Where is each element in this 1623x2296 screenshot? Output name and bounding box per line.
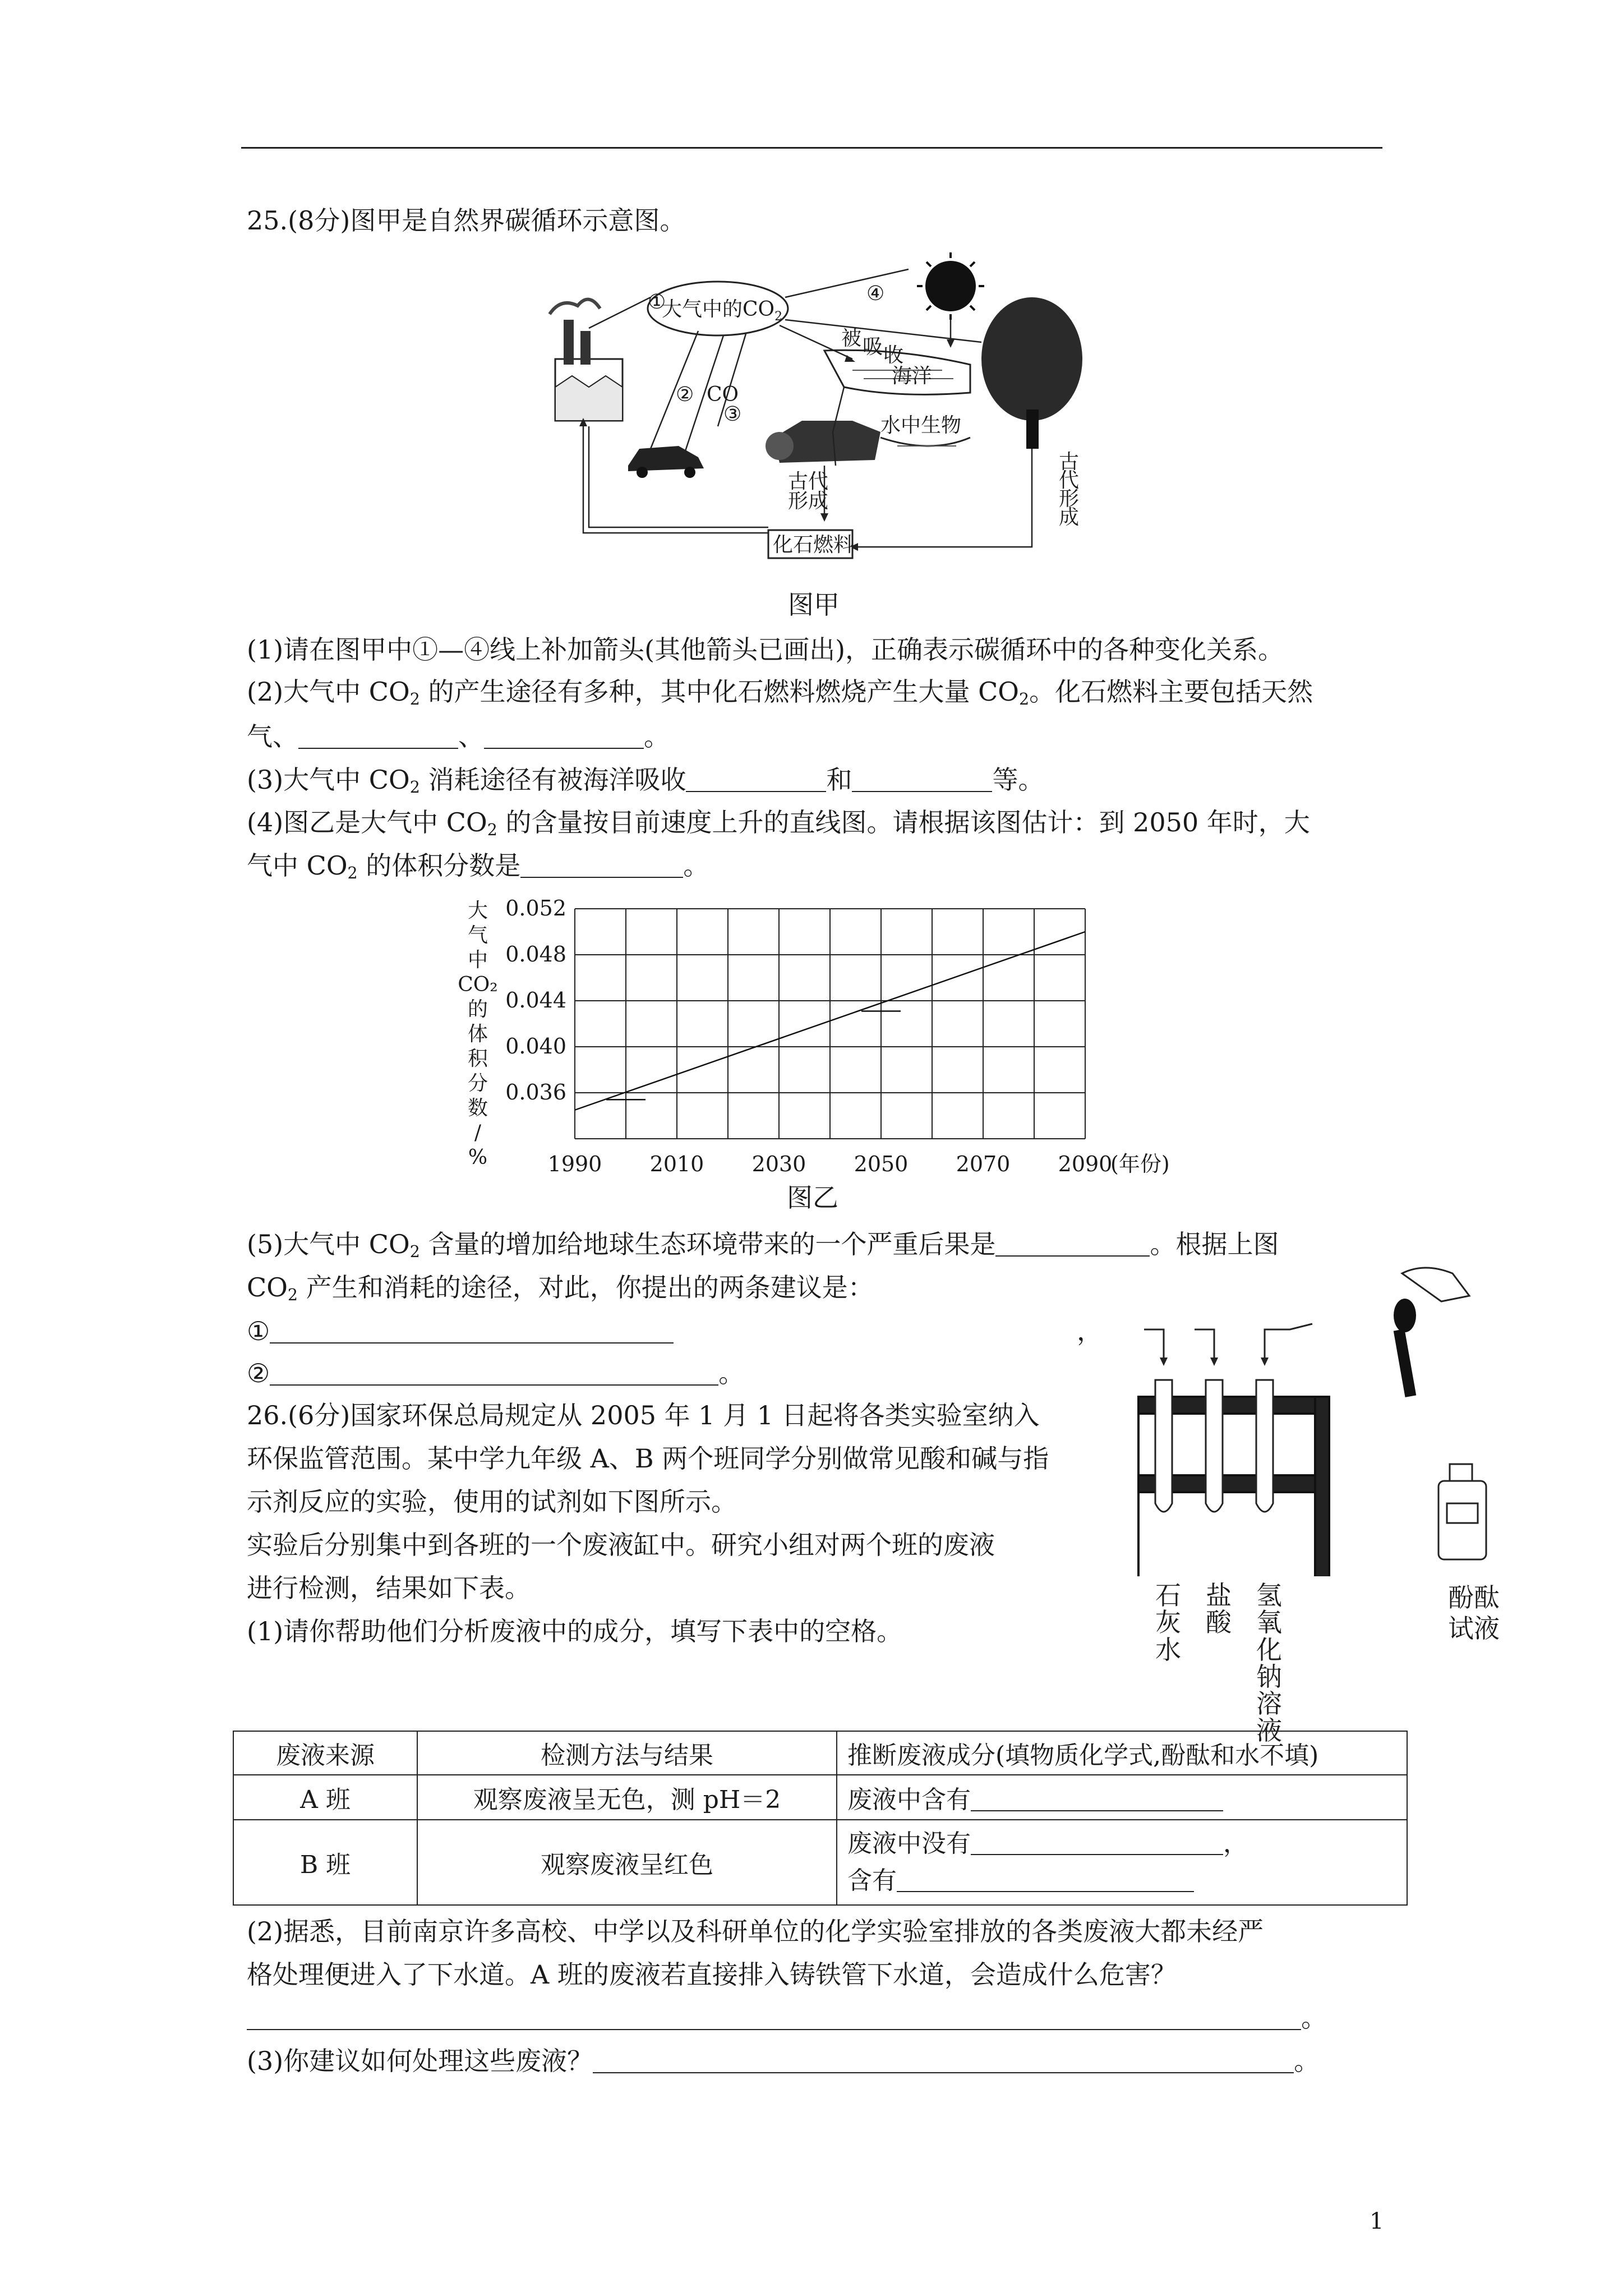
- table-header-row: [233, 1731, 1407, 1775]
- row-b-result: 废液中没有 ， 含有: [837, 1820, 1407, 1905]
- absorb-1: 被: [841, 327, 862, 350]
- q26-q2-answer: 。: [247, 2005, 1327, 2031]
- answer-blank-a[interactable]: [971, 1789, 1223, 1811]
- row-b-source: B 班: [233, 1820, 417, 1905]
- y-tick-label: 0.036: [505, 1080, 566, 1105]
- y-tick-label: 0.052: [505, 896, 566, 921]
- row-a-method: 观察废液呈无色，测 pH＝2: [417, 1775, 837, 1820]
- carbon-cycle-diagram: [538, 252, 1110, 611]
- svg-text:大气中的CO2: 大气中的$CO_2$: [662, 298, 783, 324]
- y-label-char: 中: [467, 949, 488, 972]
- answer-blank-2b[interactable]: [484, 726, 644, 749]
- y-label-char: 气: [467, 924, 488, 947]
- mark-4: ④: [866, 282, 885, 305]
- car-icon: [628, 446, 704, 478]
- header-method: 检测方法与结果: [417, 1731, 837, 1775]
- q25-p2-line1: (2)大气中 $CO_2$ 的产生途径有多种，其中化石燃料燃烧产生大量 $CO_2$。化石燃料主要包括天然: [247, 677, 1313, 709]
- y-tick-label: 0.048: [505, 942, 566, 967]
- mark-3: ③: [723, 403, 742, 426]
- line-tree-fossil: [852, 449, 1032, 547]
- co2-line-chart: [454, 889, 1183, 1181]
- fig-b-caption: 图乙: [787, 1182, 838, 1213]
- ancient-right-2: 代: [1059, 469, 1080, 492]
- y-label-char: CO₂: [458, 973, 498, 996]
- y-label-char: %: [468, 1146, 488, 1169]
- x-tick-label: 1990: [547, 1152, 602, 1176]
- q26-line5: 进行检测，结果如下表。: [247, 1573, 531, 1603]
- row-b-method: 观察废液呈红色: [417, 1820, 837, 1905]
- q26-line3: 示剂反应的实验，使用的试剂如下图所示。: [247, 1487, 737, 1517]
- aquatic-label: 水中生物: [880, 414, 962, 437]
- ancient-right-1: 古: [1059, 450, 1080, 473]
- answer-blank-b2[interactable]: [897, 1870, 1194, 1892]
- q25-p1: (1)请在图甲中①—④线上补加箭头(其他箭头已画出)，正确表示碳循环中的各种变化关系。: [247, 634, 1284, 665]
- indicator-label-2: 试液: [1448, 1613, 1500, 1644]
- line-fossil-up: [583, 421, 768, 533]
- absorb-3: 收: [883, 344, 904, 367]
- y-label-char: 的: [467, 998, 488, 1021]
- header-result: 推断废液成分(填物质化学式,酚酞和水不填): [837, 1731, 1407, 1775]
- y-label-char: 体: [467, 1023, 488, 1046]
- answer-blank-b1[interactable]: [971, 1833, 1223, 1855]
- answer-blank-3a[interactable]: [686, 770, 826, 792]
- header-rule: [241, 147, 1382, 149]
- test-tube-rack-figure: [1122, 1262, 1525, 1576]
- q26-q2-line2: 格处理便进入了下水道。A 班的废液若直接排入铸铁管下水道，会造成什么危害？: [247, 1959, 1177, 1990]
- y-label-char: 分: [467, 1072, 488, 1095]
- ancient-right-4: 成: [1059, 506, 1080, 529]
- fossil-label: 化石燃料: [773, 533, 854, 556]
- line-1: [589, 297, 651, 328]
- test-tubes: [1155, 1380, 1273, 1512]
- table-row: [233, 1820, 1407, 1905]
- ancient-left-2: 形成: [788, 490, 829, 513]
- reagent-hcl: 盐酸: [1206, 1580, 1232, 1638]
- q25-p5-line2: $CO_2$ 产生和消耗的途径，对此，你提出的两条建议是：: [247, 1272, 874, 1305]
- x-tick-label: 2050: [854, 1152, 909, 1176]
- q25-p4-line2: 气中 $CO_2$ 的体积分数是 。: [247, 850, 709, 883]
- absorb-2: 吸: [863, 335, 883, 358]
- suggestion-1: ①: [247, 1318, 674, 1344]
- animals-icon: [766, 421, 880, 463]
- answer-blank-s2[interactable]: [270, 1363, 718, 1386]
- y-tick-label: 0.044: [505, 988, 566, 1013]
- mark-1: ①: [648, 291, 666, 314]
- line-tree: [785, 320, 981, 342]
- sun-icon: [917, 252, 984, 320]
- q25-p4-line1: (4)图乙是大气中 $CO_2$ 的含量按目前速度上升的直线图。请根据该图估计：到 2050 年时，大: [247, 807, 1310, 840]
- dropper-icon: [1394, 1268, 1469, 1397]
- q26-line4: 实验后分别集中到各班的一个废液缸中。研究小组对两个班的废液: [247, 1530, 995, 1560]
- suggestion-1-end: ，: [1077, 1316, 1103, 1346]
- y-tick-label: 0.040: [505, 1034, 566, 1059]
- reagent-naoh: 氢氧化钠溶液: [1256, 1580, 1282, 1746]
- answer-blank-3b[interactable]: [852, 770, 992, 792]
- q26-line6: (1)请你帮助他们分析废液中的成分，填写下表中的空格。: [247, 1616, 903, 1646]
- answer-blank-5[interactable]: [995, 1234, 1150, 1257]
- q26-q2-line1: (2)据悉，目前南京许多高校、中学以及科研单位的化学实验室排放的各类废液大都未经严: [247, 1916, 1264, 1947]
- answer-blank-2a[interactable]: [298, 726, 458, 749]
- y-label-char: 大: [467, 899, 488, 922]
- answer-blank-s1[interactable]: [270, 1321, 674, 1343]
- suggestion-2: ② 。: [247, 1358, 745, 1388]
- q25-p5-line1: (5)大气中 $CO_2$ 含量的增加给地球生态环境带来的一个严重后果是 。根据上图: [247, 1229, 1279, 1262]
- waste-table: [233, 1731, 1408, 1906]
- x-tick-label: 2070: [956, 1152, 1011, 1176]
- y-label-char: /: [474, 1121, 482, 1144]
- mark-2: ②: [676, 383, 694, 406]
- indicator-bottle-icon: [1438, 1464, 1486, 1559]
- answer-blank-q3[interactable]: [593, 2051, 1294, 2073]
- indicator-label-1: 酚酞: [1448, 1582, 1500, 1613]
- answer-blank-q2[interactable]: [247, 2008, 1301, 2030]
- header-source: 废液来源: [233, 1731, 417, 1775]
- y-label-char: 数: [467, 1097, 488, 1120]
- q26-q3: (3)你建议如何处理这些废液？ 。: [247, 2046, 1320, 2076]
- row-a-source: A 班: [233, 1775, 417, 1820]
- answer-blank-4[interactable]: [520, 855, 683, 878]
- x-tick-label: 2010: [649, 1152, 704, 1176]
- q26-line2: 环保监管范围。某中学九年级 A、B 两个班同学分别做常见酸和碱与指: [247, 1443, 1049, 1474]
- page-number: 1: [1370, 2208, 1384, 2234]
- tree-icon: [981, 297, 1082, 449]
- q25-p3: (3)大气中 $CO_2$ 消耗途径有被海洋吸收 和 等。: [247, 765, 1044, 797]
- y-label-char: 积: [467, 1047, 488, 1070]
- x-tick-label: 2090: [1058, 1152, 1113, 1176]
- ancient-left-1: 古代: [788, 470, 829, 493]
- ocean-label: 海洋: [892, 365, 933, 388]
- co-label: CO: [707, 383, 739, 406]
- aquatic-shape: [880, 438, 970, 446]
- x-tick-label: 2030: [751, 1152, 806, 1176]
- x-unit-label: (年份): [1110, 1152, 1170, 1176]
- q25-stem: 25.(8分)图甲是自然界碳循环示意图。: [247, 205, 686, 236]
- line-4: [785, 269, 909, 297]
- ancient-right-3: 形: [1059, 487, 1080, 510]
- line-left-loop: [589, 426, 768, 527]
- row-a-result: 废液中含有: [837, 1775, 1407, 1820]
- q26-line1: 26.(6分)国家环保总局规定从 2005 年 1 月 1 日起将各类实验室纳入: [247, 1400, 1040, 1430]
- table-row: [233, 1775, 1407, 1820]
- reagent-limewater: 石灰水: [1155, 1580, 1181, 1665]
- fig-a-caption: 图甲: [788, 590, 840, 620]
- q25-p2-line2: 气、 、 。: [247, 721, 670, 752]
- cloud-label: 大气中的CO: [662, 298, 775, 321]
